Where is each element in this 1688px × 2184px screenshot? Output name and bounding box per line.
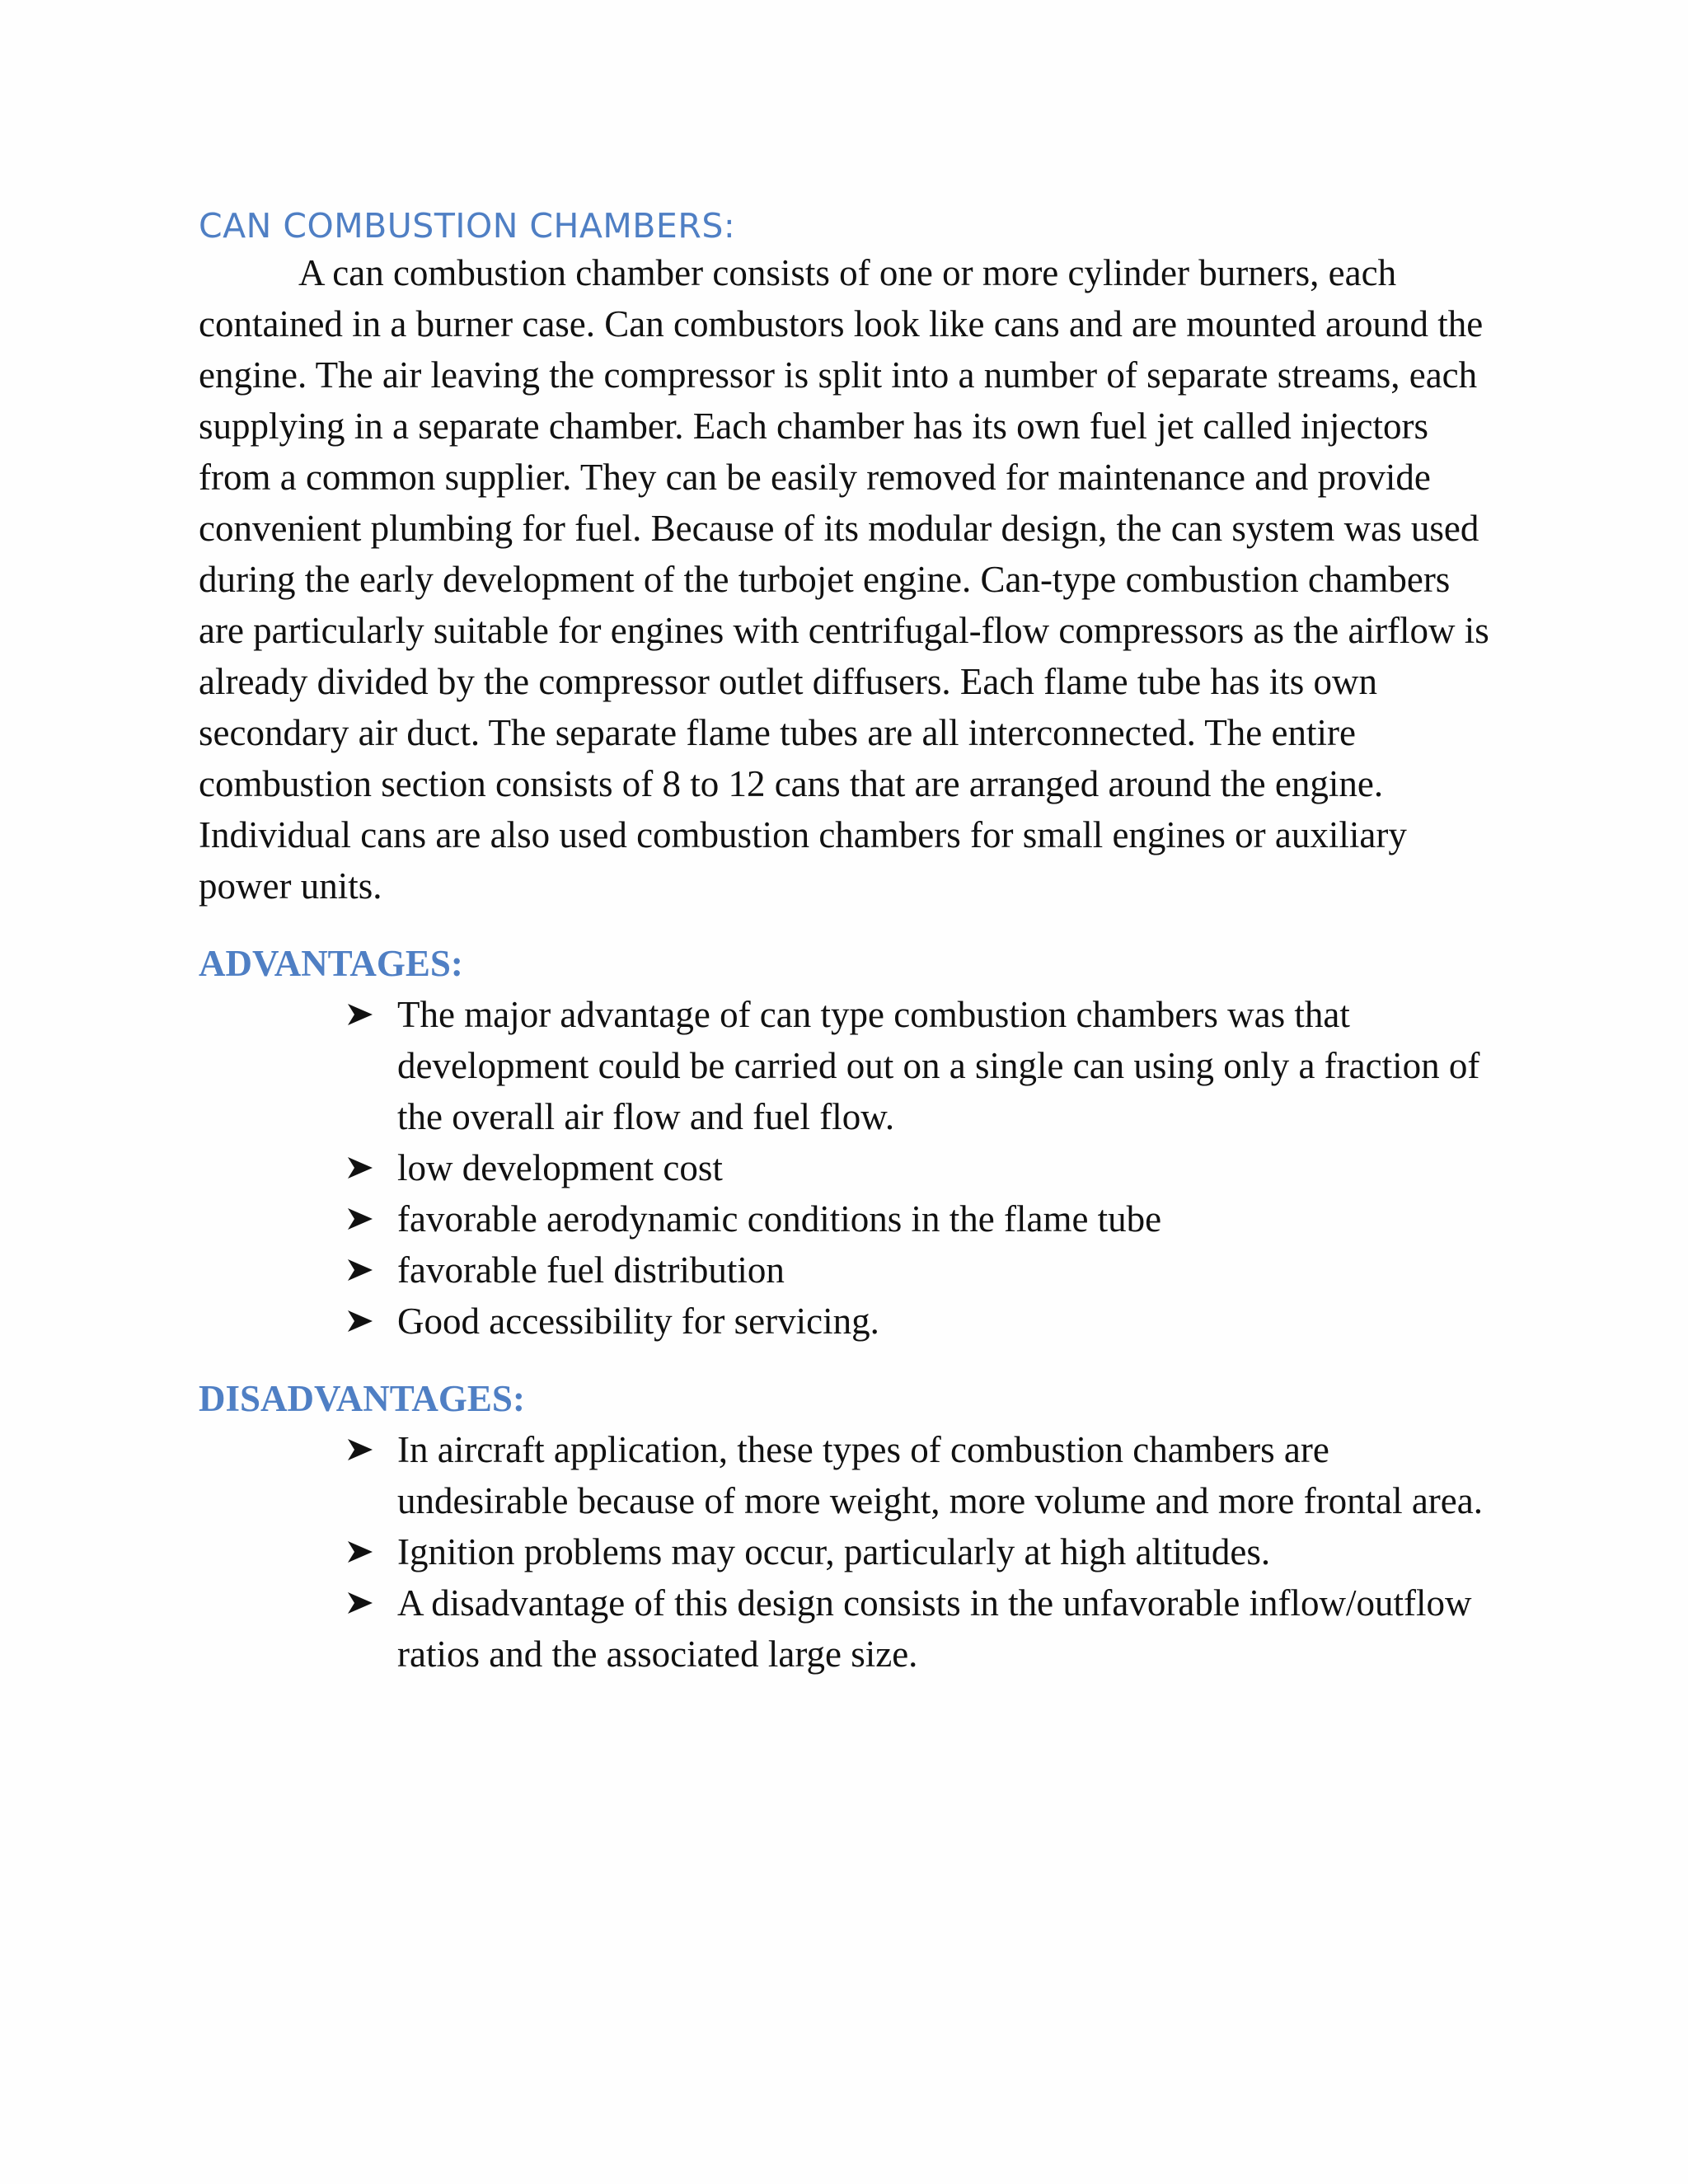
- arrowhead-bullet-icon: [346, 1424, 379, 1475]
- list-item-text: In aircraft application, these types of combustion chambers are undesirable because of more weight, more volume and more frontal area.: [397, 1429, 1483, 1521]
- list-item-text: low development cost: [397, 1147, 723, 1188]
- arrowhead-bullet-icon: [346, 1526, 379, 1577]
- list-item-text: Ignition problems may occur, particularly at high altitudes.: [397, 1531, 1271, 1572]
- disadvantages-list: [199, 1424, 1501, 1680]
- advantages-heading: ADVANTAGES:: [199, 943, 463, 984]
- list-item: [397, 1244, 1501, 1296]
- document-content: [199, 204, 1501, 1680]
- list-item-text: Good accessibility for servicing.: [397, 1301, 879, 1342]
- list-item: [397, 1142, 1501, 1193]
- list-item: [397, 1526, 1501, 1577]
- arrowhead-bullet-icon: [346, 1142, 379, 1193]
- list-item-text: favorable fuel distribution: [397, 1249, 785, 1291]
- list-item-text: A disadvantage of this design consists in the unfavorable inflow/outflow ratios and the associated large size.: [397, 1582, 1472, 1675]
- list-item-text: The major advantage of can type combustion chambers was that development could be carried out on a single can using only a fraction of the overall air flow and fuel flow.: [397, 994, 1480, 1137]
- disadvantages-heading: DISADVANTAGES:: [199, 1378, 525, 1419]
- arrowhead-bullet-icon: [346, 1296, 379, 1347]
- list-item: [397, 1577, 1501, 1680]
- arrowhead-bullet-icon: [346, 1193, 379, 1244]
- section-paragraph: A can combustion chamber consists of one or more cylinder burners, each contained in a burner case. Can combustors look like cans and are mounted around the engine. The air leaving the compressor is split into a number of separate streams, each supplying in a separate chamber. Each chamber has its own fuel jet called injectors from a common supplier. They can be easily removed for maintenance and provide convenient plumbing for fuel. Because of its modular design, the can system was used during the early development of the turbojet engine. Can-type combustion chambers are particularly suitable for engines with centrifugal-flow compressors as the airflow is already divided by the compressor outlet diffusers. Each flame tube has its own secondary air duct. The separate flame tubes are all interconnected. The entire combustion section consists of 8 to 12 cans that are arranged around the engine. Individual cans are also used combustion chambers for small engines or auxiliary power units.: [199, 252, 1489, 907]
- list-item: [397, 1193, 1501, 1244]
- list-item: [397, 1296, 1501, 1347]
- list-item-text: favorable aerodynamic conditions in the flame tube: [397, 1198, 1162, 1240]
- arrowhead-bullet-icon: [346, 1577, 379, 1629]
- arrowhead-bullet-icon: [346, 1244, 379, 1296]
- section-title: CAN COMBUSTION CHAMBERS:: [199, 206, 736, 246]
- list-item: [397, 1424, 1501, 1526]
- advantages-list: [199, 989, 1501, 1347]
- arrowhead-bullet-icon: [346, 989, 379, 1040]
- list-item: [397, 989, 1501, 1142]
